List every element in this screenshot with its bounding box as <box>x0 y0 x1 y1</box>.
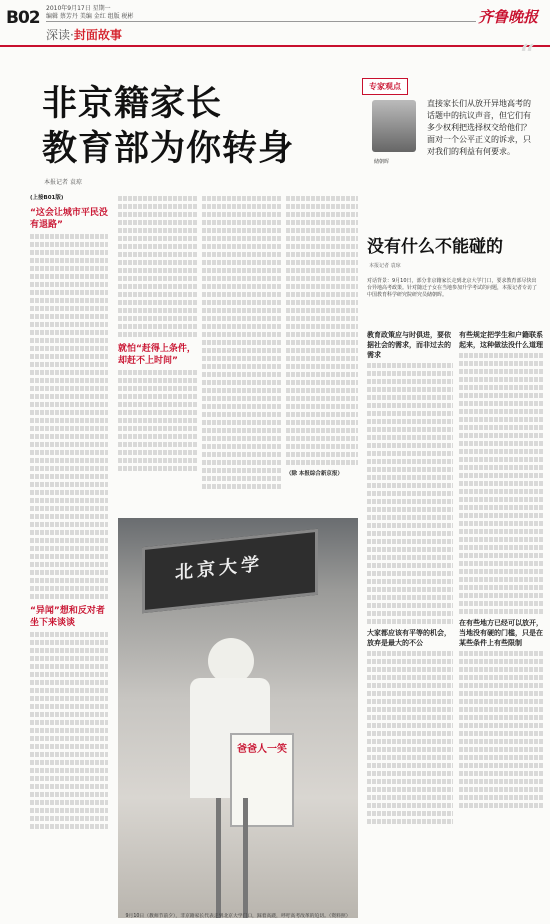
interview-subheading-1: 教育政策应与时俱进，要依据社会的需求，而非过去的需求 <box>367 331 451 359</box>
protest-photo <box>118 518 358 918</box>
article-column-2 <box>118 193 198 513</box>
stilt <box>243 798 248 918</box>
section-prefix: 深读· <box>46 28 74 42</box>
header-divider <box>46 21 476 22</box>
article-column-3 <box>202 193 282 513</box>
body-text-block <box>367 363 453 624</box>
newspaper-masthead: 齐鲁晚报 <box>478 8 539 26</box>
interview-column-1 <box>367 330 453 915</box>
section-title <box>46 26 122 43</box>
editor-line: 编辑 蔡芳丹 美编 金红 组版 税彬 <box>46 13 134 20</box>
expert-label: 专家观点 <box>362 78 408 95</box>
photo-caption: 9月10日（教师节前夕），非京籍家长代表走到北京大学门口，踩着高跷，呼吁高考改革的迫切。（资料照） <box>125 914 351 919</box>
body-text-block <box>367 651 453 824</box>
expert-photo <box>372 100 416 152</box>
header-rule <box>0 45 550 47</box>
body-text-block <box>30 234 108 599</box>
main-byline: 本报记者 袁琼 <box>44 179 82 186</box>
body-text-block <box>459 651 543 808</box>
interview-subheading-2: 大家都应该有平等的机会，放弃是最大的不公 <box>367 629 451 647</box>
body-text-block <box>459 353 543 614</box>
expert-name: 储朝晖 <box>374 159 390 165</box>
subheading-1: “这会让城市平民没有退路” <box>30 208 108 230</box>
page-number: B02 <box>6 8 40 28</box>
subheading-3: 就怕“赶得上条件，却赶不上时间” <box>118 344 196 366</box>
headline-line-2: 教育部为你转身 <box>42 129 295 169</box>
interview-lede: 对话背景：9月10日，部分非京籍家长走到北京大学门口，要求教育部尽快出台异地高考政策。针对随迁子女在当地参加升学考试的问题，本报记者专访了中国教育科学研究院研究员储朝晖。 <box>367 278 538 298</box>
body-text-block <box>118 196 198 337</box>
continued-marker: (上接B01版) <box>30 195 64 201</box>
article-column-4 <box>286 193 358 513</box>
headline-line-1: 非京籍家长 <box>42 84 223 124</box>
interview-byline: 本报记者 袁琼 <box>369 263 401 269</box>
expert-quote: 直接家长们从放开异地高考的话题中的抗议声音，但它们有多少权利把选择权交给他们？面对一个公平正义的诉求，只对我们的利益有何要求。 <box>427 99 531 156</box>
body-text-block <box>286 196 358 465</box>
page-header <box>0 0 550 52</box>
protest-sign: 爸爸人一笑 <box>230 733 294 827</box>
body-text-block <box>118 370 198 471</box>
university-gate-sign: 北京大学 <box>142 529 318 613</box>
body-text-block <box>202 196 282 489</box>
body-text-block <box>30 632 108 829</box>
subheading-2: “异闻”想和反对者坐下来谈谈 <box>30 606 105 628</box>
section-name: 封面故事 <box>73 28 122 42</box>
header-meta <box>46 5 134 21</box>
article-column-1 <box>30 193 108 913</box>
quote-mark-icon: “ <box>520 40 535 70</box>
main-headline <box>42 82 294 172</box>
interview-subheading-3: 有些规定把学生和户籍联系起来，这种做法没什么道理 <box>459 331 543 349</box>
source-note: （除 本报综合新京报） <box>286 471 343 477</box>
stilt <box>216 798 221 918</box>
interview-subheading-4: 在有些地方已经可以放开，当地没有硬的门槛，只是在某些条件上有些限制 <box>459 619 543 647</box>
interview-headline: 没有什么不能碰的 <box>367 237 503 257</box>
interview-column-2 <box>459 330 543 915</box>
date-line: 2010年9月17日 星期一 <box>46 5 111 12</box>
